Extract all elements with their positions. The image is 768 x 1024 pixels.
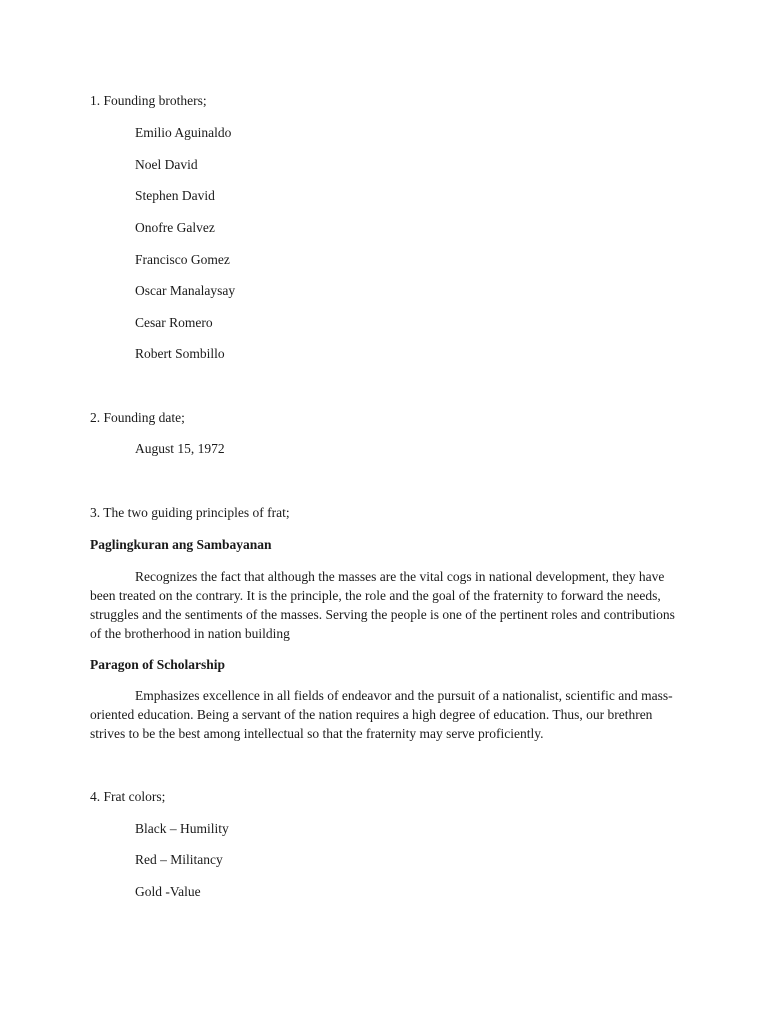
founder-name: Stephen David [135,188,215,203]
principle-description: Recognizes the fact that although the masses are the vital cogs in national development, they have been treated on the contrary. It is the principle, the role and the goal of the fraternity to forward the needs, struggles and the sentiments of the masses. Serving the people is one of the pertinent roles and contributions of the brotherhood in nation building [90,569,675,641]
founder-name: Onofre Galvez [135,220,215,235]
founder-name: Noel David [135,157,198,172]
principle-title: Paglingkuran ang Sambayanan [90,537,272,552]
founder-name: Robert Sombillo [135,346,225,361]
principle-title: Paragon of Scholarship [90,657,226,672]
founder-name: Oscar Manalaysay [135,283,236,298]
founder-name: Cesar Romero [135,315,213,330]
founding-date: August 15, 1972 [135,441,225,456]
principle-description: Emphasizes excellence in all fields of endeavor and the pursuit of a nationalist, scientific and mass-oriented education. Being a servant of the nation requires a high degree of education. Thus, our brethren strives to be the best among intellectual so that the fraternity may serve proficiently. [90,688,673,741]
section-heading-founding-date: 2. Founding date; [90,410,185,425]
section-heading-founding-brothers: 1. Founding brothers; [90,93,207,108]
section-heading-guiding-principles: 3. The two guiding principles of frat; [90,505,290,520]
section-heading-frat-colors: 4. Frat colors; [90,789,166,804]
founder-name: Francisco Gomez [135,252,230,267]
founder-name: Emilio Aguinaldo [135,125,232,140]
frat-color-item: Gold -Value [135,884,201,899]
frat-color-item: Black – Humility [135,821,229,836]
frat-color-item: Red – Militancy [135,852,223,867]
